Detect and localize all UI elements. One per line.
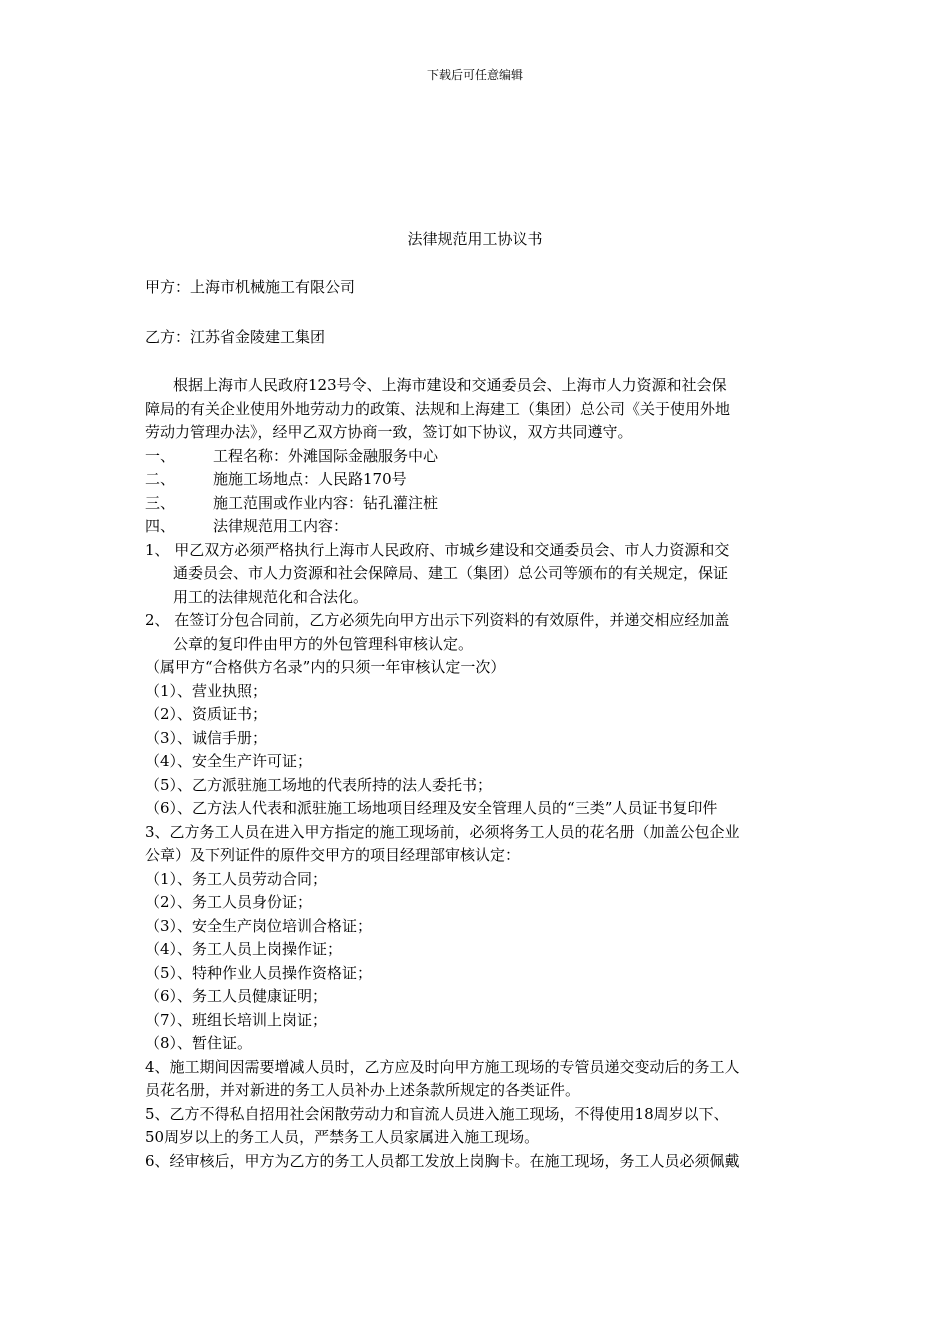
section-heading: 一、 工程名称：外滩国际金融服务中心 [145,446,439,465]
list-item: （1）、务工人员劳动合同； [145,869,328,888]
section-heading: 四、 法律规范用工内容： [145,517,349,535]
item-1-line: 1、 甲乙双方必须严格执行上海市人民政府、市城乡建设和交通委员会、市人力资源和交 [145,540,730,559]
intro-line: 劳动力管理办法》，经甲乙双方协商一致，签订如下协议，双方共同遵守。 [145,423,633,441]
item-2-line: 2、 在签订分包合同前，乙方必须先向甲方出示下列资料的有效原件，并递交相应经加盖 [145,611,730,629]
list-item: （4）、务工人员上岗操作证； [145,940,343,958]
party-a: 甲方：上海市机械施工有限公司 [145,278,356,296]
list-item: （1）、营业执照； [145,681,268,700]
item-6-line: 6、经审核后，甲方为乙方的务工人员都工发放上岗胸卡。在施工现场，务工人员必须佩戴 [145,1151,740,1170]
item-5-line: 5、乙方不得私自招用社会闲散劳动力和盲流人员进入施工现场，不得使用18周岁以下、 [145,1104,729,1123]
item-2-line: 公章的复印件由甲方的外包管理科审核认定。 [173,634,474,653]
list-item: （6）、务工人员健康证明； [145,987,328,1005]
list-item: （3）、诚信手册； [145,728,268,747]
list-item: （8）、暂住证。 [145,1034,253,1052]
document-body [145,374,813,1173]
list-item: （4）、安全生产许可证； [145,752,313,770]
item-5-line: 50周岁以上的务工人员，严禁务工人员家属进入施工现场。 [145,1128,540,1146]
item-3-line: 3、乙方务工人员在进入甲方指定的施工现场前，必须将务工人员的花名册（加盖公包企业 [145,822,740,841]
party-b: 乙方：江苏省金陵建工集团 [145,328,326,346]
item-1-line: 通委员会、市人力资源和社会保障局、建工（集团）总公司等颁布的有关规定，保证 [173,564,729,582]
intro-line: 根据上海市人民政府123号令、上海市建设和交通委员会、上海市人力资源和社会保 [173,376,727,394]
document-title: 法律规范用工协议书 [407,230,543,248]
list-item: （6）、乙方法人代表和派驻施工场地项目经理及安全管理人员的“三类”人员证书复印件 [145,799,718,817]
item-1-line: 用工的法律规范化和合法化。 [173,587,369,606]
item-3-line: 公章）及下列证件的原件交甲方的项目经理部审核认定： [145,846,521,864]
list-item: （5）、乙方派驻施工场地的代表所持的法人委托书； [145,775,493,794]
section-heading: 三、 施工范围或作业内容：钻孔灌注桩 [145,493,439,512]
list-item: （2）、资质证书； [145,705,268,723]
list-item: （7）、班组长培训上岗证； [145,1010,328,1029]
item-4-line: 4、施工期间因需要增减人员时，乙方应及时向甲方施工现场的专管员递交变动后的务工人 [145,1057,740,1076]
item-4-line: 员花名册，并对新进的务工人员补办上述条款所规定的各类证件。 [145,1081,581,1099]
header-note: 下载后可任意编辑 [426,68,523,82]
section-heading: 二、 施施工场地点：人民路170号 [145,470,407,488]
list-item: （5）、特种作业人员操作资格证； [145,963,373,982]
list-item: （2）、务工人员身份证； [145,893,313,911]
list-item: （3）、安全生产岗位培训合格证； [145,916,373,935]
item-2-note: （属甲方“合格供方名录”内的只须一年审核认定一次） [145,658,506,676]
intro-line: 障局的有关企业使用外地劳动力的政策、法规和上海建工（集团）总公司《关于使用外地 [145,399,731,418]
